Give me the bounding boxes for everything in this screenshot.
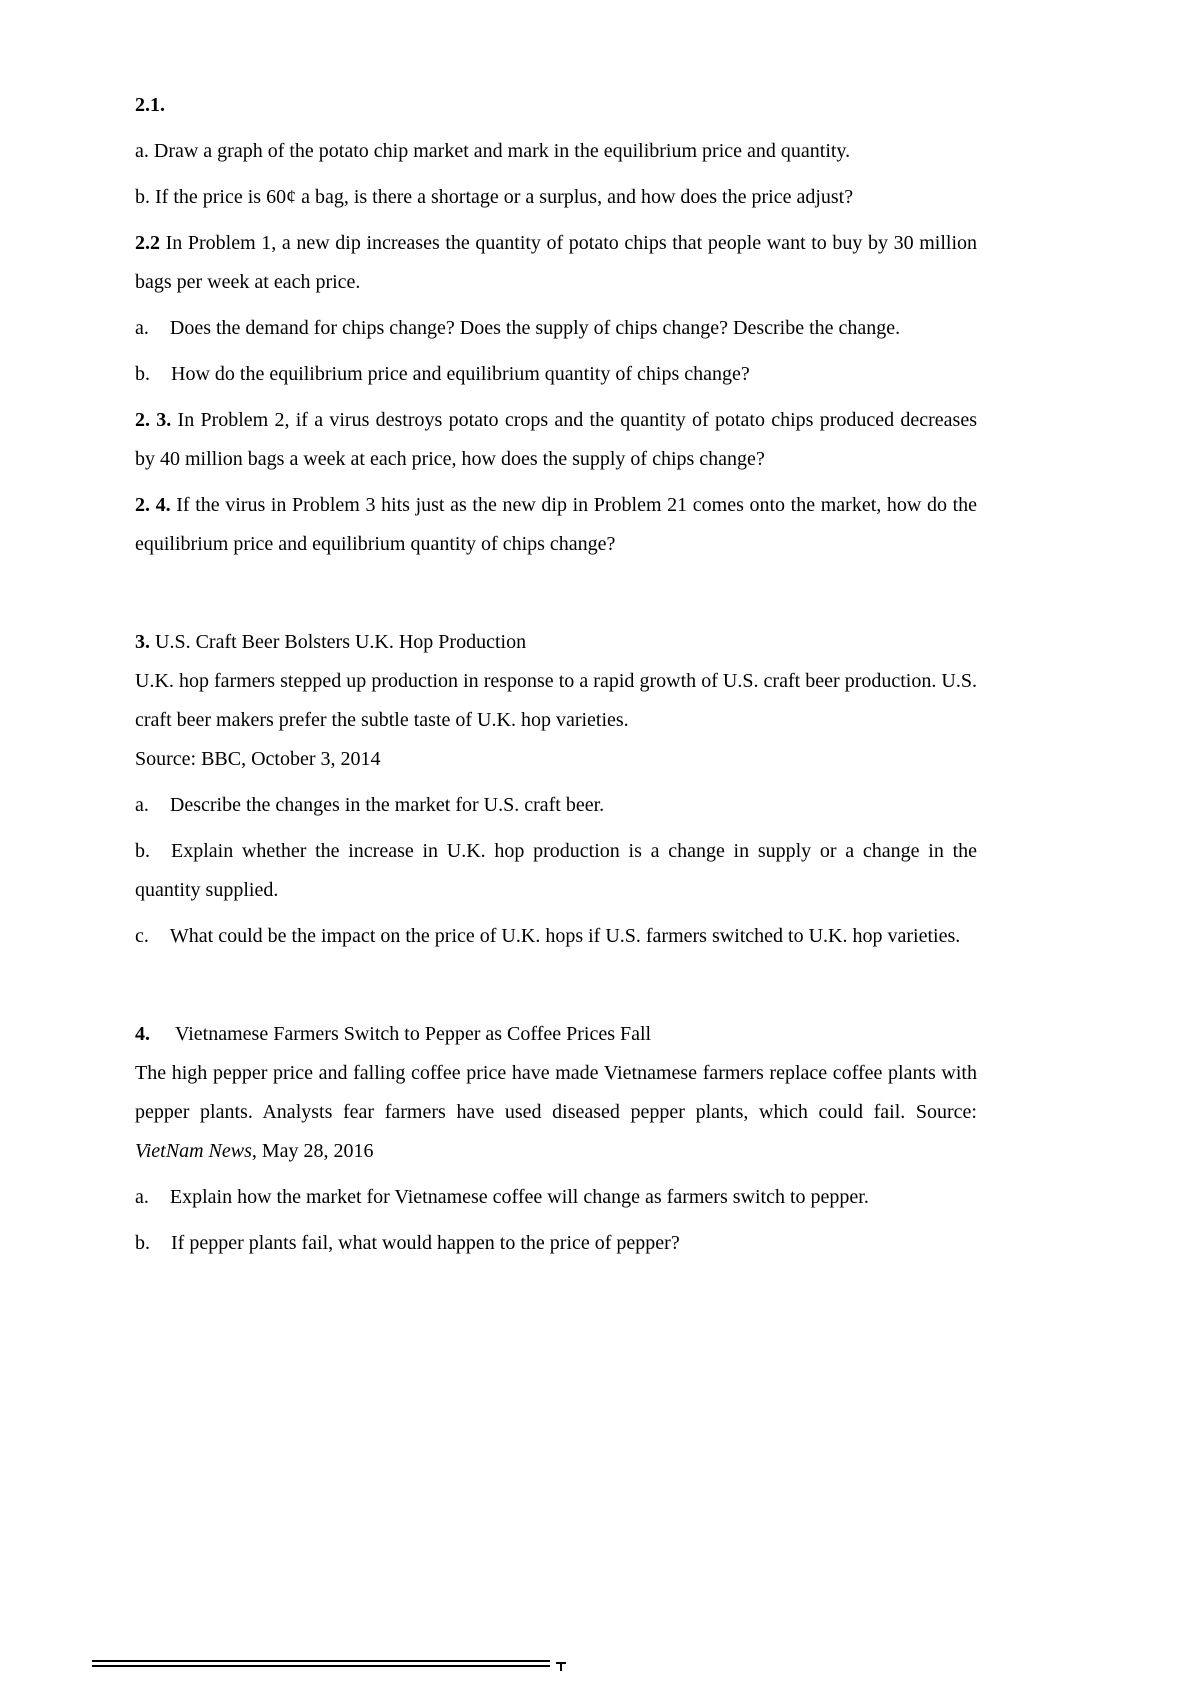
problem-2-1-heading	[135, 86, 977, 125]
list-item-label: b.	[135, 840, 150, 862]
problem-2-3-number: 2. 3.	[135, 409, 172, 431]
list-item-text: What could be the impact on the price of U.K. hops if U.S. farmers switched to U.K. hop varieties.	[169, 925, 961, 947]
problem-2-4	[135, 486, 977, 564]
list-item-text: How do the equilibrium price and equilibrium quantity of chips change?	[171, 363, 750, 385]
problem-2-2-item-a	[135, 309, 977, 348]
problem-4-body-text: The high pepper price and falling coffee price have made Vietnamese farmers replace coffee plants with pepper plants. Analysts fear farmers have used diseased pepper plants, which could fail. Source:	[135, 1062, 977, 1123]
list-item-label: a.	[135, 1186, 149, 1208]
list-item-text: If pepper plants fail, what would happen to the price of pepper?	[171, 1232, 680, 1254]
list-item-label: a.	[135, 317, 149, 339]
list-item-text: Describe the changes in the market for U.S. craft beer.	[169, 794, 605, 816]
problem-2-1-item-b: b. If the price is 60¢ a bag, is there a shortage or a surplus, and how does the price adjust?	[135, 186, 854, 208]
section-gap	[135, 571, 977, 623]
problem-4-item-b	[135, 1224, 977, 1263]
problem-3-body: U.K. hop farmers stepped up production in response to a rapid growth of U.S. craft beer production. U.S. craft beer makers prefer the subtle taste of U.K. hop varieties.	[135, 670, 977, 731]
problem-2-4-number: 2. 4.	[135, 494, 171, 516]
problem-2-2-intro-text: In Problem 1, a new dip increases the quantity of potato chips that people want to buy by 30 million bags per week at each price.	[135, 232, 977, 293]
problem-4-number: 4.	[135, 1023, 150, 1045]
source-name-italic: VietNam News	[135, 1140, 252, 1162]
problem-2-2-intro	[135, 224, 977, 302]
list-item-label: c.	[135, 925, 149, 947]
list-item-label: a.	[135, 794, 149, 816]
problem-4-title-text: Vietnamese Farmers Switch to Pepper as Coffee Prices Fall	[175, 1023, 652, 1045]
problem-2-4-text: If the virus in Problem 3 hits just as the new dip in Problem 21 comes onto the market, how do the equilibrium price and equilibrium quantity of chips change?	[135, 494, 977, 555]
problem-2-1-item-a: a. Draw a graph of the potato chip market and mark in the equilibrium price and quantity.	[135, 140, 851, 162]
list-item-text: Explain how the market for Vietnamese coffee will change as farmers switch to pepper.	[169, 1186, 869, 1208]
problem-3-item-a	[135, 786, 977, 825]
problem-2-3	[135, 401, 977, 479]
problem-3-source: Source: BBC, October 3, 2014	[135, 748, 381, 770]
problem-4-body	[135, 1054, 977, 1171]
problem-3-item-b	[135, 832, 977, 910]
problem-3-title-text: U.S. Craft Beer Bolsters U.K. Hop Production	[150, 631, 527, 653]
problem-4-body-date: , May 28, 2016	[251, 1140, 374, 1162]
problem-2-1-number: 2.1.	[135, 94, 165, 116]
problem-2-2-item-b	[135, 355, 977, 394]
problem-2-2-number: 2.2	[135, 232, 160, 254]
list-item-label: b.	[135, 1232, 150, 1254]
list-item-text: Does the demand for chips change? Does the supply of chips change? Describe the change.	[169, 317, 901, 339]
problem-3-number: 3.	[135, 631, 150, 653]
problem-2-3-text: In Problem 2, if a virus destroys potato crops and the quantity of potato chips produced decreases by 40 million bags a week at each price, how does the supply of chips change?	[135, 409, 977, 470]
problem-4-title	[135, 1015, 977, 1054]
list-item-label: b.	[135, 363, 150, 385]
problem-3-item-c	[135, 917, 977, 956]
problem-3-title	[135, 623, 977, 662]
problem-4-item-a	[135, 1178, 977, 1217]
footer-divider-rule	[92, 1660, 550, 1667]
list-item-text: Explain whether the increase in U.K. hop production is a change in supply or a change in the quantity supplied.	[135, 840, 977, 901]
section-gap	[135, 963, 977, 1015]
footer-mark	[556, 1662, 566, 1672]
